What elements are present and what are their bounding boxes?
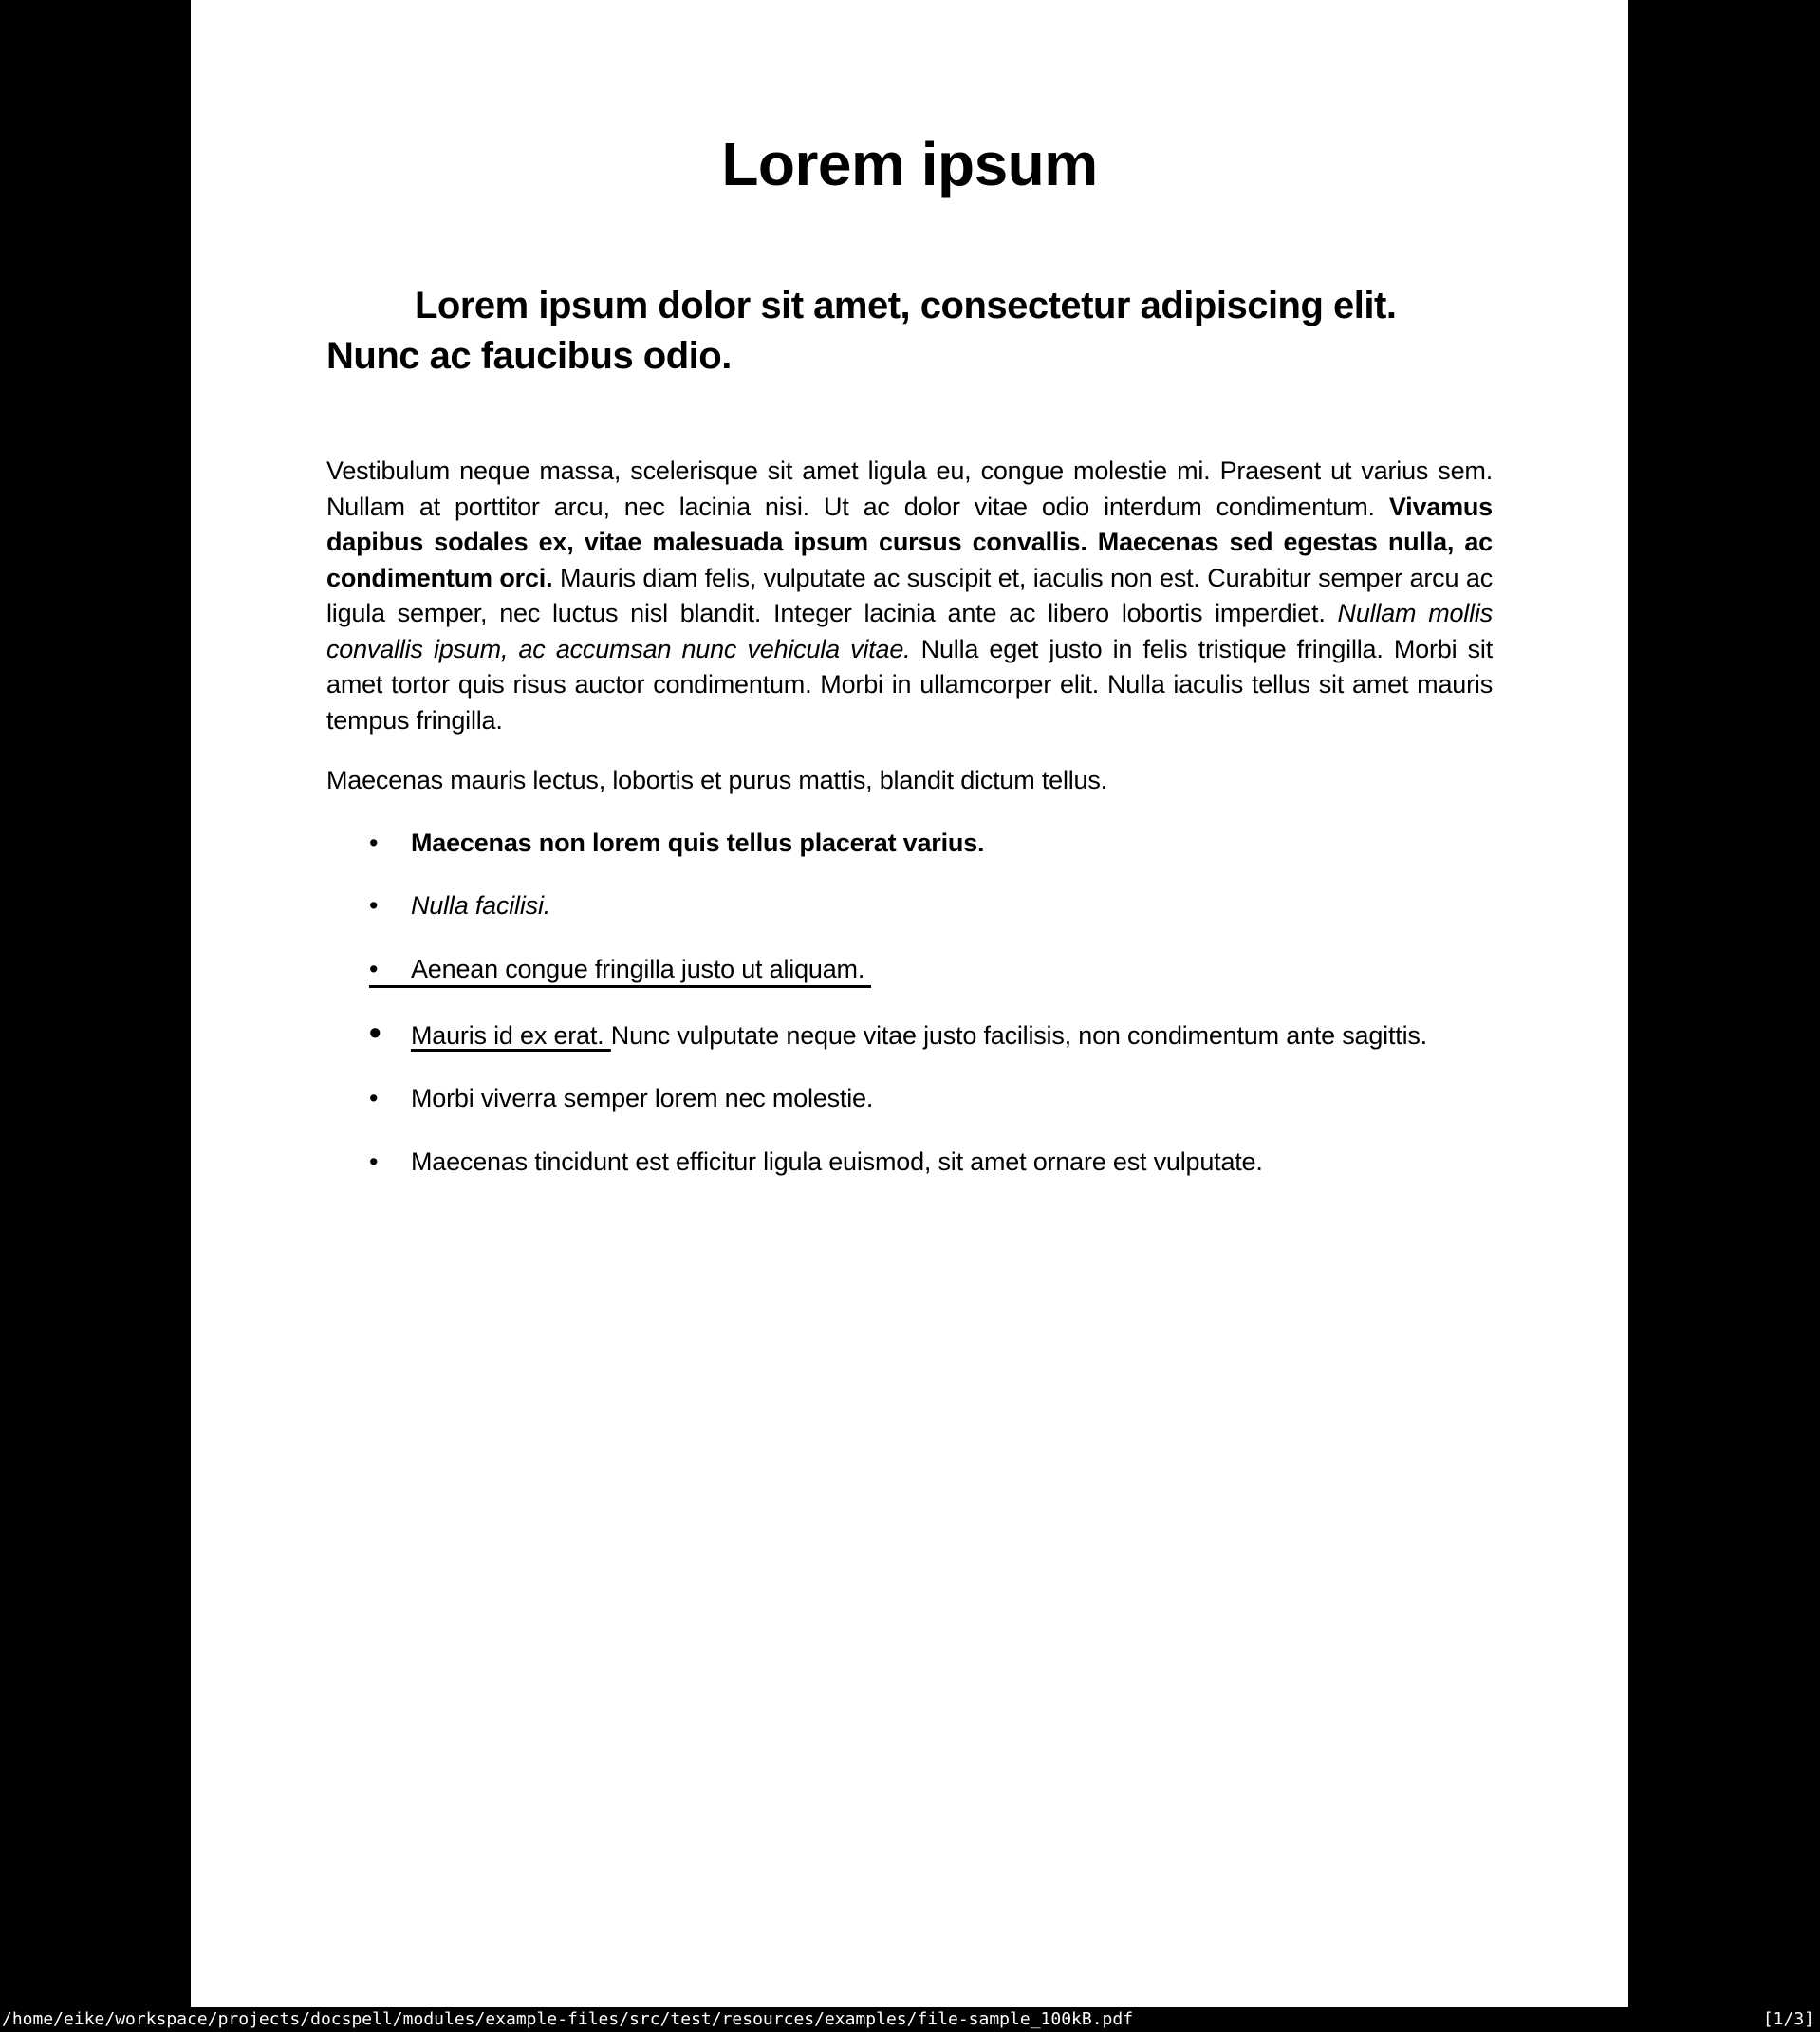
list-item (326, 1145, 1493, 1181)
list-item-text-underlined: Mauris id ex erat. (411, 1020, 611, 1050)
document-content (191, 131, 1628, 1180)
bullet-icon: • (369, 1012, 381, 1052)
list-item-text: Aenean congue fringilla justo ut aliquam. (411, 954, 872, 983)
status-bar (0, 2007, 1820, 2032)
list-item-text: Maecenas tincidunt est efficitur ligula euismod, sit amet ornare est vulputate. (411, 1146, 1263, 1176)
paragraph-1-segment-normal: Vestibulum neque massa, scelerisque sit amet ligula eu, congue molestie mi. Praesent ut varius sem. Nullam at porttitor arcu, nec lacinia nisi. Ut ac dolor vitae odio interdum condimentum. (326, 457, 1493, 521)
paragraph-1-segment-bold: Vivamus dapibus sodales ex, vitae malesuada ipsum cursus convallis. Maecenas sed egestas nulla, ac condimentum orci. (326, 492, 1493, 592)
list-item (326, 1081, 1493, 1117)
list-item-text: Nunc vulputate neque vitae justo facilisis, non condimentum ante sagittis. (610, 1020, 1427, 1050)
bullet-icon: • (369, 891, 379, 920)
pdf-page[interactable] (191, 0, 1628, 2007)
page-indicator: [1/3] (1762, 2009, 1814, 2029)
list-item-text: Morbi viverra semper lorem nec molestie. (411, 1084, 874, 1112)
bullet-icon: • (369, 828, 379, 857)
underlined-list-item (369, 953, 871, 988)
list-item (326, 888, 1493, 924)
bullet-list (326, 826, 1493, 1181)
paragraph-2: Maecenas mauris lectus, lobortis et purus mattis, blandit dictum tellus. (326, 766, 1107, 794)
list-item (326, 826, 1493, 862)
paragraph-1-segment-italic: Nullam mollis convallis ipsum, ac accumsan nunc vehicula vitae. (326, 599, 1493, 663)
document-heading: Lorem ipsum dolor sit amet, consectetur adipiscing elit. Nunc ac faucibus odio. (326, 285, 1397, 377)
bullet-icon: • (369, 954, 379, 983)
list-item-text: Maecenas non lorem quis tellus placerat varius. (411, 828, 985, 857)
document-title: Lorem ipsum (721, 130, 1098, 198)
paragraph-1 (326, 454, 1493, 738)
list-item-text: Nulla facilisi. (411, 891, 551, 920)
list-item (326, 1012, 1493, 1054)
paragraph-1-segment-normal: Mauris diam felis, vulputate ac suscipit et, iaculis non est. Curabitur semper arcu ac ligula semper, nec luctus nisl blandit. Integer lacinia ante ac libero lobortis imperdiet. (326, 563, 1493, 627)
file-path: /home/eike/workspace/projects/docspell/modules/example-files/src/test/resources/examples/file-sample_100kB.pdf (2, 2009, 1134, 2029)
list-item (326, 952, 1493, 988)
bullet-icon: • (369, 1146, 379, 1176)
paragraph-1-segment-normal: Nulla eget justo in felis tristique fringilla. Morbi sit amet tortor quis risus auctor condimentum. Morbi in ullamcorper elit. Nulla iaculis tellus sit amet mauris tempus fringilla. (326, 634, 1493, 735)
bullet-icon: • (369, 1084, 379, 1112)
